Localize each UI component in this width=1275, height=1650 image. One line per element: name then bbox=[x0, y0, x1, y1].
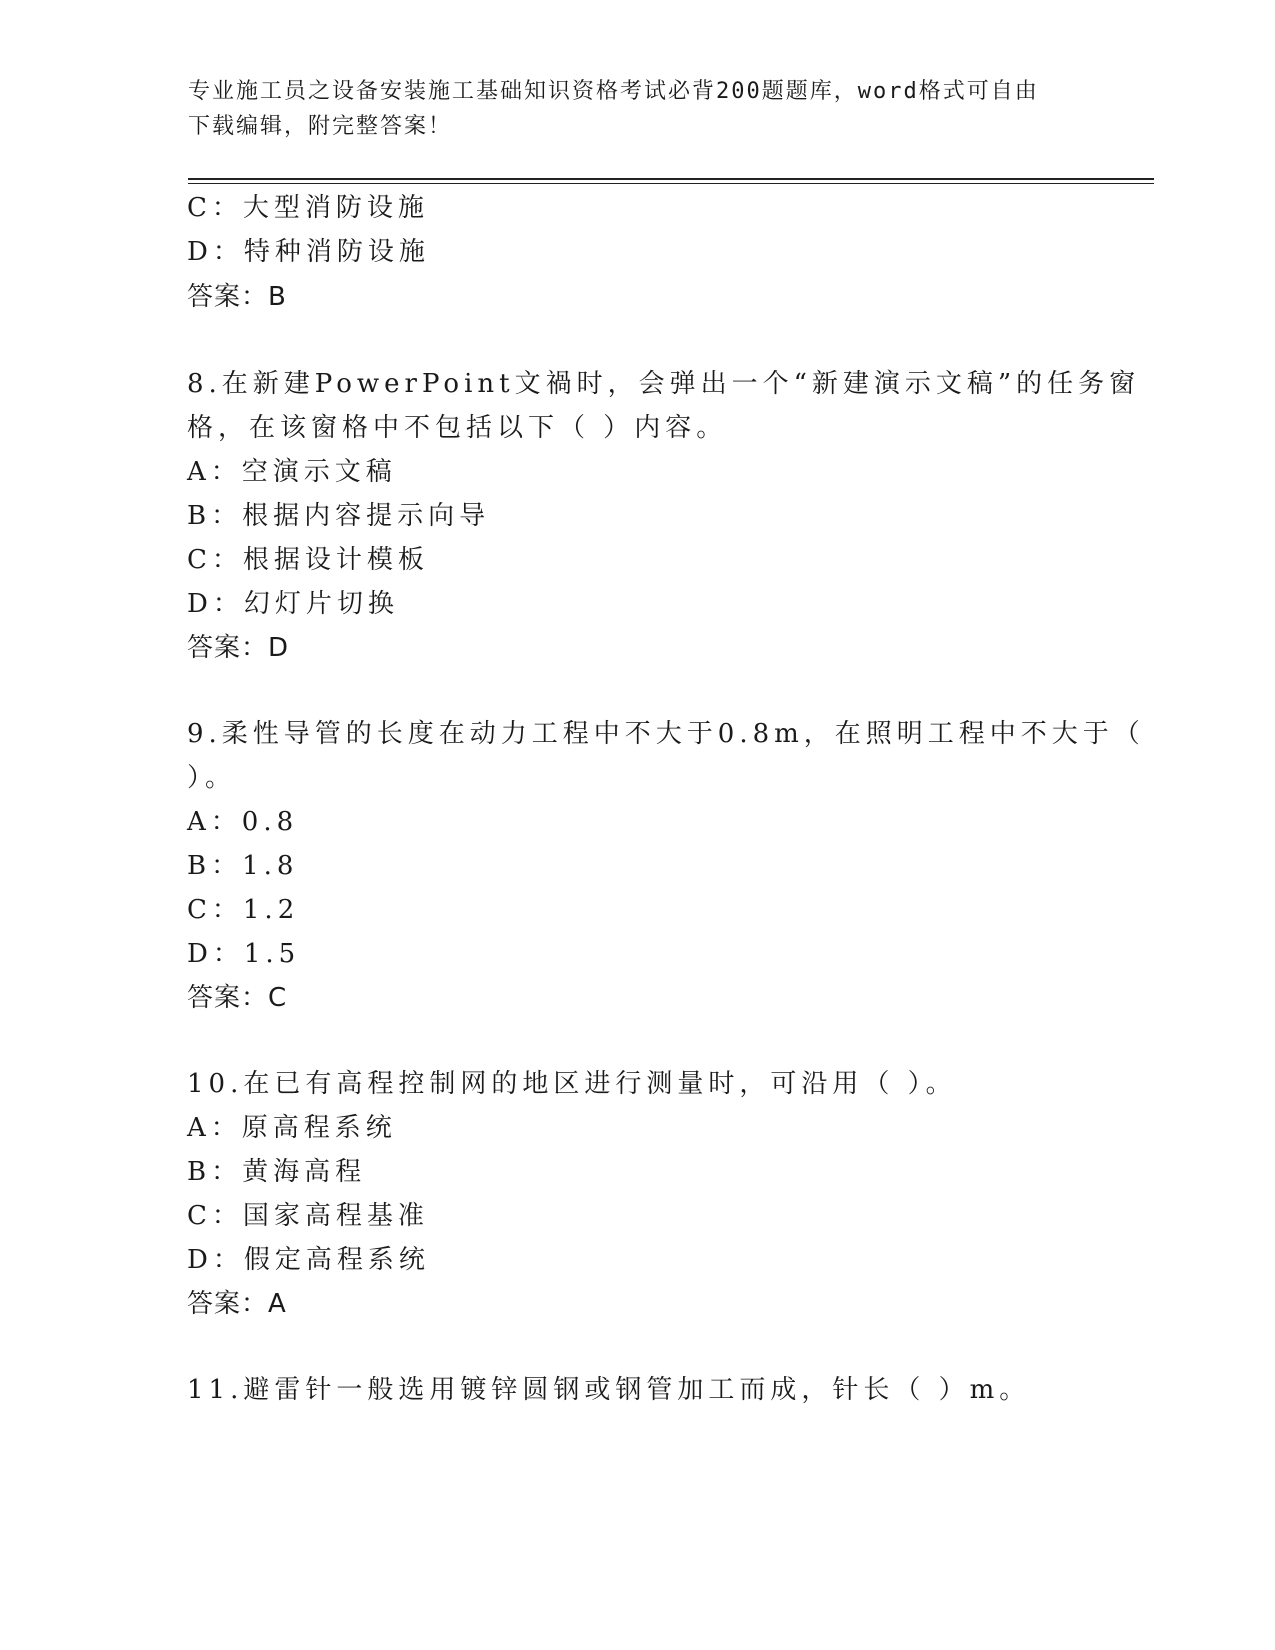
header-divider-thin bbox=[188, 183, 1154, 184]
q8-option-b: B：根据内容提示向导 bbox=[187, 501, 491, 531]
q9-stem-line-1: 9.柔性导管的长度在动力工程中不大于0.8m，在照明工程中不大于（ bbox=[187, 719, 1145, 749]
q10-option-a: A：原高程系统 bbox=[187, 1113, 397, 1143]
q10-option-b: B：黄海高程 bbox=[187, 1157, 367, 1187]
q7-option-c: C：大型消防设施 bbox=[187, 193, 429, 223]
q10-stem-line-1: 10.在已有高程控制网的地区进行测量时，可沿用（ ）。 bbox=[187, 1069, 957, 1099]
q9-option-d: D：1.5 bbox=[187, 939, 301, 969]
q8-option-d: D：幻灯片切换 bbox=[187, 589, 399, 619]
q9-option-a: A：0.8 bbox=[187, 807, 299, 837]
q8-answer: 答案：D bbox=[187, 633, 290, 663]
q9-answer: 答案：C bbox=[187, 983, 288, 1013]
q8-stem-line-2: 格，在该窗格中不包括以下（ ）内容。 bbox=[187, 413, 728, 443]
q10-option-d: D：假定高程系统 bbox=[187, 1245, 430, 1275]
q8-option-a: A：空演示文稿 bbox=[187, 457, 397, 487]
q7-option-d: D：特种消防设施 bbox=[187, 237, 430, 267]
q9-option-b: B：1.8 bbox=[187, 851, 299, 881]
q10-answer: 答案：A bbox=[187, 1289, 287, 1319]
document-header bbox=[188, 74, 1088, 144]
header-line-2: 下载编辑，附完整答案！ bbox=[188, 114, 453, 139]
header-line-1: 专业施工员之设备安装施工基础知识资格考试必背200题题库，word格式可自由 bbox=[188, 79, 1039, 104]
q7-answer: 答案：B bbox=[187, 282, 287, 312]
header-divider-thick bbox=[188, 178, 1154, 180]
q11-stem-line-1: 11.避雷针一般选用镀锌圆钢或钢管加工而成，针长（ ）m。 bbox=[187, 1375, 1031, 1405]
q8-option-c: C：根据设计模板 bbox=[187, 545, 429, 575]
q10-option-c: C：国家高程基准 bbox=[187, 1201, 429, 1231]
q9-option-c: C：1.2 bbox=[187, 895, 300, 925]
q8-stem-line-1: 8.在新建PowerPoint文禍时，会弹出一个“新建演示文稿”的任务窗 bbox=[187, 369, 1141, 399]
q9-stem-line-2: ）。 bbox=[187, 763, 237, 793]
